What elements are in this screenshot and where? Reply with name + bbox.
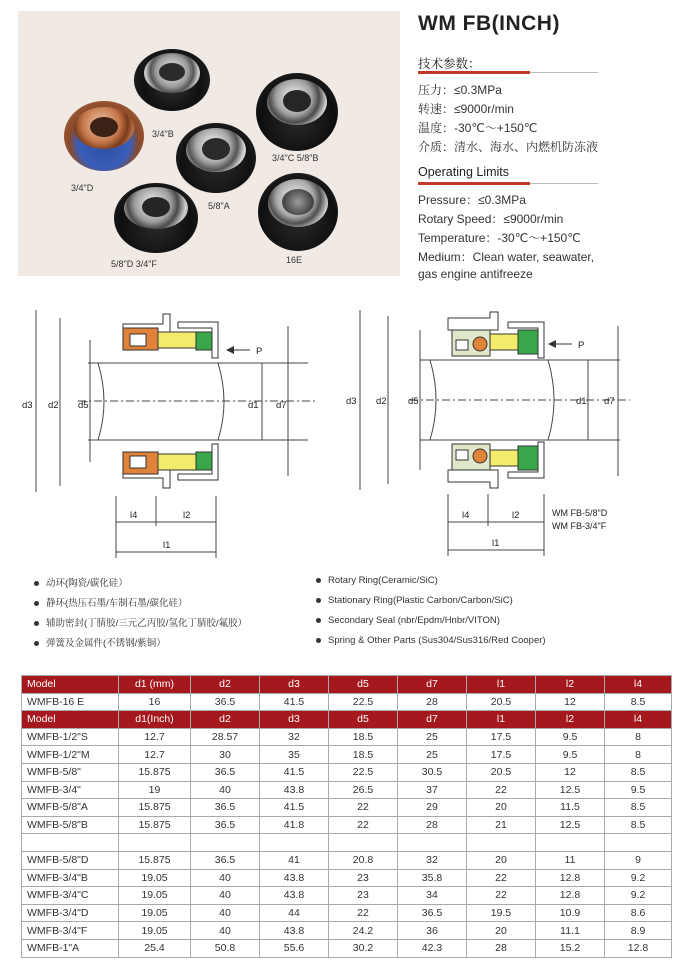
value-cell: 20 <box>467 799 536 817</box>
value-cell: 15.2 <box>536 939 605 957</box>
value-cell: 10.9 <box>536 904 605 922</box>
bullet-icon <box>316 618 321 623</box>
table-row <box>22 869 672 887</box>
value-cell: 22.5 <box>329 693 398 711</box>
dim-label-d2: d2 <box>48 400 59 411</box>
table-row <box>22 851 672 869</box>
value-cell: 40 <box>191 922 260 940</box>
dim-label-d3: d3 <box>22 400 33 411</box>
model-cell: WMFB-5/8"D <box>22 851 119 869</box>
value-cell: 37 <box>398 781 467 799</box>
empty-cell <box>467 834 536 852</box>
model-cell: WMFB-1/2"M <box>22 746 119 764</box>
spec-cn-line: 转速：≤9000r/min <box>418 102 514 116</box>
value-cell: 11.5 <box>536 799 605 817</box>
value-cell: 22 <box>467 869 536 887</box>
spec-en-line: Rotary Speed：≤9000r/min <box>418 212 564 226</box>
value-cell: 35.8 <box>398 869 467 887</box>
value-cell: 20.8 <box>329 851 398 869</box>
value-cell: 23 <box>329 869 398 887</box>
value-cell: 40 <box>191 869 260 887</box>
column-header: l4 <box>605 676 672 694</box>
table-row <box>22 799 672 817</box>
table-header-row <box>22 711 672 729</box>
column-header: d1 (mm) <box>119 676 191 694</box>
bullet-icon <box>34 581 39 586</box>
legend-item-en: Rotary Ring(Ceramic/SiC) <box>316 575 438 586</box>
value-cell: 8.9 <box>605 922 672 940</box>
value-cell: 25 <box>398 746 467 764</box>
value-cell: 42.3 <box>398 939 467 957</box>
value-cell: 22 <box>329 904 398 922</box>
value-cell: 12.5 <box>536 781 605 799</box>
pressure-label: P <box>578 340 585 351</box>
value-cell: 21 <box>467 816 536 834</box>
value-cell: 36 <box>398 922 467 940</box>
value-cell: 12.7 <box>119 728 191 746</box>
model-cell: WMFB-3/4"D <box>22 904 119 922</box>
table-rows-inch <box>22 728 672 834</box>
legend-item-en: Spring & Other Parts (Sus304/Sus316/Red Cooper) <box>316 635 546 646</box>
dim-label-d2: d2 <box>376 396 387 407</box>
value-cell: 19.05 <box>119 904 191 922</box>
value-cell: 40 <box>191 887 260 905</box>
value-cell: 15.875 <box>119 763 191 781</box>
value-cell: 28 <box>398 693 467 711</box>
legend-item-en: Stationary Ring(Plastic Carbon/Carbon/SiC) <box>316 595 513 606</box>
value-cell: 40 <box>191 781 260 799</box>
value-cell: 36.5 <box>398 904 467 922</box>
table-row <box>22 728 672 746</box>
table-row <box>22 781 672 799</box>
seal-photo-5-8-d <box>114 183 198 253</box>
column-header: d7 <box>398 676 467 694</box>
column-header: d3 <box>260 676 329 694</box>
empty-cell <box>119 834 191 852</box>
value-cell: 9.5 <box>605 781 672 799</box>
value-cell: 41.5 <box>260 799 329 817</box>
empty-cell <box>260 834 329 852</box>
spec-en-line: Temperature：-30℃～+150℃ <box>418 231 581 245</box>
dim-label-l2: l2 <box>512 510 520 521</box>
value-cell: 8 <box>605 728 672 746</box>
dim-label-d1: d1 <box>248 400 259 411</box>
specs-en-heading: Operating Limits <box>418 165 510 179</box>
value-cell: 18.5 <box>329 728 398 746</box>
value-cell: 22 <box>329 816 398 834</box>
value-cell: 9.5 <box>536 746 605 764</box>
column-header: d1(Inch) <box>119 711 191 729</box>
table-row <box>22 763 672 781</box>
value-cell: 22 <box>467 887 536 905</box>
value-cell: 36.5 <box>191 816 260 834</box>
section-divider <box>418 72 598 73</box>
model-cell: WMFB-3/4"B <box>22 869 119 887</box>
value-cell: 12 <box>536 763 605 781</box>
value-cell: 19.5 <box>467 904 536 922</box>
value-cell: 25.4 <box>119 939 191 957</box>
value-cell: 17.5 <box>467 728 536 746</box>
value-cell: 19.05 <box>119 922 191 940</box>
dim-label-d1: d1 <box>576 396 587 407</box>
value-cell: 35 <box>260 746 329 764</box>
value-cell: 41.8 <box>260 816 329 834</box>
model-cell: WMFB-16 E <box>22 693 119 711</box>
value-cell: 11 <box>536 851 605 869</box>
value-cell: 8.5 <box>605 799 672 817</box>
legend-item-cn: 弹簧及金属件(不锈钢/紫铜） <box>34 635 166 649</box>
spec-en-line: Pressure：≤0.3MPa <box>418 193 526 207</box>
spec-en-line: Medium：Clean water, seawater, <box>418 250 595 264</box>
value-cell: 15.875 <box>119 799 191 817</box>
value-cell: 12.7 <box>119 746 191 764</box>
value-cell: 12.8 <box>536 887 605 905</box>
model-cell: WMFB-3/4"C <box>22 887 119 905</box>
table-spacer <box>22 834 672 852</box>
empty-cell <box>22 834 119 852</box>
value-cell: 9.2 <box>605 869 672 887</box>
value-cell: 12 <box>536 693 605 711</box>
value-cell: 36.5 <box>191 693 260 711</box>
dim-label-d3: d3 <box>346 396 357 407</box>
column-header: d2 <box>191 676 260 694</box>
value-cell: 23 <box>329 887 398 905</box>
legend-item-cn: 静环(热压石墨/车制石墨/碳化硅） <box>34 595 187 609</box>
value-cell: 12.8 <box>605 939 672 957</box>
value-cell: 22 <box>467 781 536 799</box>
model-cell: WMFB-3/4" <box>22 781 119 799</box>
seal-photo-3-4-b <box>134 49 210 111</box>
seal-photo-3-4-c <box>256 73 338 151</box>
bullet-icon <box>316 578 321 583</box>
value-cell: 15.875 <box>119 816 191 834</box>
legend-item-cn: 辅助密封(丁腈胶/三元乙丙胶/氢化丁腈胶/氟胶） <box>34 615 247 629</box>
value-cell: 55.6 <box>260 939 329 957</box>
column-header: d5 <box>329 676 398 694</box>
table-rows-mm <box>22 693 672 711</box>
column-header: l4 <box>605 711 672 729</box>
value-cell: 19.05 <box>119 869 191 887</box>
value-cell: 11.1 <box>536 922 605 940</box>
value-cell: 8.5 <box>605 763 672 781</box>
column-header: d5 <box>329 711 398 729</box>
model-cell: WMFB-5/8"B <box>22 816 119 834</box>
value-cell: 43.8 <box>260 781 329 799</box>
value-cell: 25 <box>398 728 467 746</box>
bullet-icon <box>34 621 39 626</box>
value-cell: 43.8 <box>260 887 329 905</box>
dim-label-l1: l1 <box>492 538 500 549</box>
table-header-row <box>22 676 672 694</box>
value-cell: 36.5 <box>191 763 260 781</box>
dim-label-l1: l1 <box>163 540 171 551</box>
value-cell: 28.57 <box>191 728 260 746</box>
table-row <box>22 746 672 764</box>
value-cell: 20.5 <box>467 693 536 711</box>
value-cell: 50.8 <box>191 939 260 957</box>
bullet-icon <box>316 598 321 603</box>
legend-item-cn: 动环(陶瓷/碳化硅） <box>34 575 128 589</box>
table-row <box>22 887 672 905</box>
empty-cell <box>329 834 398 852</box>
value-cell: 30.5 <box>398 763 467 781</box>
photo-label: 16E <box>286 255 303 265</box>
table-spacer-row <box>22 834 672 852</box>
bullet-icon <box>316 638 321 643</box>
model-cell: WMFB-5/8" <box>22 763 119 781</box>
dim-label-l4: l4 <box>130 510 138 521</box>
value-cell: 12.5 <box>536 816 605 834</box>
dim-label-d7: d7 <box>604 396 615 407</box>
value-cell: 30.2 <box>329 939 398 957</box>
dim-label-d5: d5 <box>78 400 89 411</box>
empty-cell <box>398 834 467 852</box>
value-cell: 9 <box>605 851 672 869</box>
value-cell: 20 <box>467 851 536 869</box>
column-header: Model <box>22 711 119 729</box>
value-cell: 9.5 <box>536 728 605 746</box>
value-cell: 43.8 <box>260 869 329 887</box>
table-row <box>22 939 672 957</box>
table-row <box>22 922 672 940</box>
column-header: Model <box>22 676 119 694</box>
specs-cn-heading: 技术参数： <box>418 57 481 71</box>
value-cell: 36.5 <box>191 851 260 869</box>
seal-section-drawing-left <box>18 300 328 562</box>
spec-en-line: gas engine antifreeze <box>418 267 533 281</box>
model-cell: WMFB-5/8"A <box>22 799 119 817</box>
column-header: l1 <box>467 676 536 694</box>
spec-cn-line: 温度：-30℃～+150℃ <box>418 121 538 135</box>
model-cell: WMFB-1/2"S <box>22 728 119 746</box>
photo-label: 3/4"C 5/8"B <box>272 153 319 163</box>
spec-cn-line: 介质：清水、海水、内燃机防冻液 <box>418 140 599 154</box>
section-divider <box>418 183 598 184</box>
model-cell: WMFB-3/4"F <box>22 922 119 940</box>
table-header-mm <box>22 676 672 694</box>
photo-label: 3/4"B <box>152 129 174 139</box>
table-rows-inch <box>22 851 672 957</box>
value-cell: 19 <box>119 781 191 799</box>
table-row <box>22 904 672 922</box>
empty-cell <box>536 834 605 852</box>
column-header: d2 <box>191 711 260 729</box>
value-cell: 15.875 <box>119 851 191 869</box>
value-cell: 12.8 <box>536 869 605 887</box>
value-cell: 20.5 <box>467 763 536 781</box>
dim-label-l4: l4 <box>462 510 470 521</box>
photo-label: 3/4"D <box>71 183 94 193</box>
value-cell: 8.5 <box>605 693 672 711</box>
column-header: l2 <box>536 676 605 694</box>
value-cell: 22 <box>329 799 398 817</box>
drawing-model-caption: WM FB-3/4"F <box>552 521 607 531</box>
spec-cn-line: 压力：≤0.3MPa <box>418 83 502 97</box>
value-cell: 19.05 <box>119 887 191 905</box>
dim-label-d7: d7 <box>276 400 287 411</box>
column-header: d7 <box>398 711 467 729</box>
value-cell: 26.5 <box>329 781 398 799</box>
value-cell: 17.5 <box>467 746 536 764</box>
value-cell: 24.2 <box>329 922 398 940</box>
photo-label: 5/8"D 3/4"F <box>111 259 157 269</box>
table-row <box>22 693 672 711</box>
value-cell: 32 <box>398 851 467 869</box>
table-row <box>22 816 672 834</box>
value-cell: 22.5 <box>329 763 398 781</box>
empty-cell <box>605 834 672 852</box>
bullet-icon <box>34 601 39 606</box>
column-header: l2 <box>536 711 605 729</box>
dim-label-d5: d5 <box>408 396 419 407</box>
value-cell: 28 <box>398 816 467 834</box>
value-cell: 8.6 <box>605 904 672 922</box>
value-cell: 18.5 <box>329 746 398 764</box>
value-cell: 30 <box>191 746 260 764</box>
value-cell: 41.5 <box>260 763 329 781</box>
value-cell: 41 <box>260 851 329 869</box>
model-cell: WMFB-1"A <box>22 939 119 957</box>
seal-photo-16e <box>258 173 338 251</box>
value-cell: 20 <box>467 922 536 940</box>
value-cell: 44 <box>260 904 329 922</box>
value-cell: 28 <box>467 939 536 957</box>
value-cell: 36.5 <box>191 799 260 817</box>
empty-cell <box>191 834 260 852</box>
product-photo-panel <box>18 11 400 276</box>
value-cell: 43.8 <box>260 922 329 940</box>
drawing-model-caption: WM FB-5/8"D <box>552 508 608 518</box>
column-header: l1 <box>467 711 536 729</box>
dim-label-l2: l2 <box>183 510 191 521</box>
value-cell: 16 <box>119 693 191 711</box>
seal-photo-3-4-d <box>64 101 144 171</box>
value-cell: 40 <box>191 904 260 922</box>
value-cell: 8 <box>605 746 672 764</box>
photo-label: 5/8"A <box>208 201 230 211</box>
bullet-icon <box>34 641 39 646</box>
value-cell: 34 <box>398 887 467 905</box>
table-header-inch <box>22 711 672 729</box>
pressure-label: P <box>256 346 263 357</box>
seal-photo-5-8-a <box>176 123 256 193</box>
value-cell: 41.5 <box>260 693 329 711</box>
page-title: WM FB(INCH) <box>418 12 560 35</box>
value-cell: 8.5 <box>605 816 672 834</box>
column-header: d3 <box>260 711 329 729</box>
value-cell: 29 <box>398 799 467 817</box>
value-cell: 32 <box>260 728 329 746</box>
dimension-table <box>21 675 672 958</box>
value-cell: 9.2 <box>605 887 672 905</box>
legend-item-en: Secondary Seal (nbr/Epdm/Hnbr/VITON) <box>316 615 500 626</box>
